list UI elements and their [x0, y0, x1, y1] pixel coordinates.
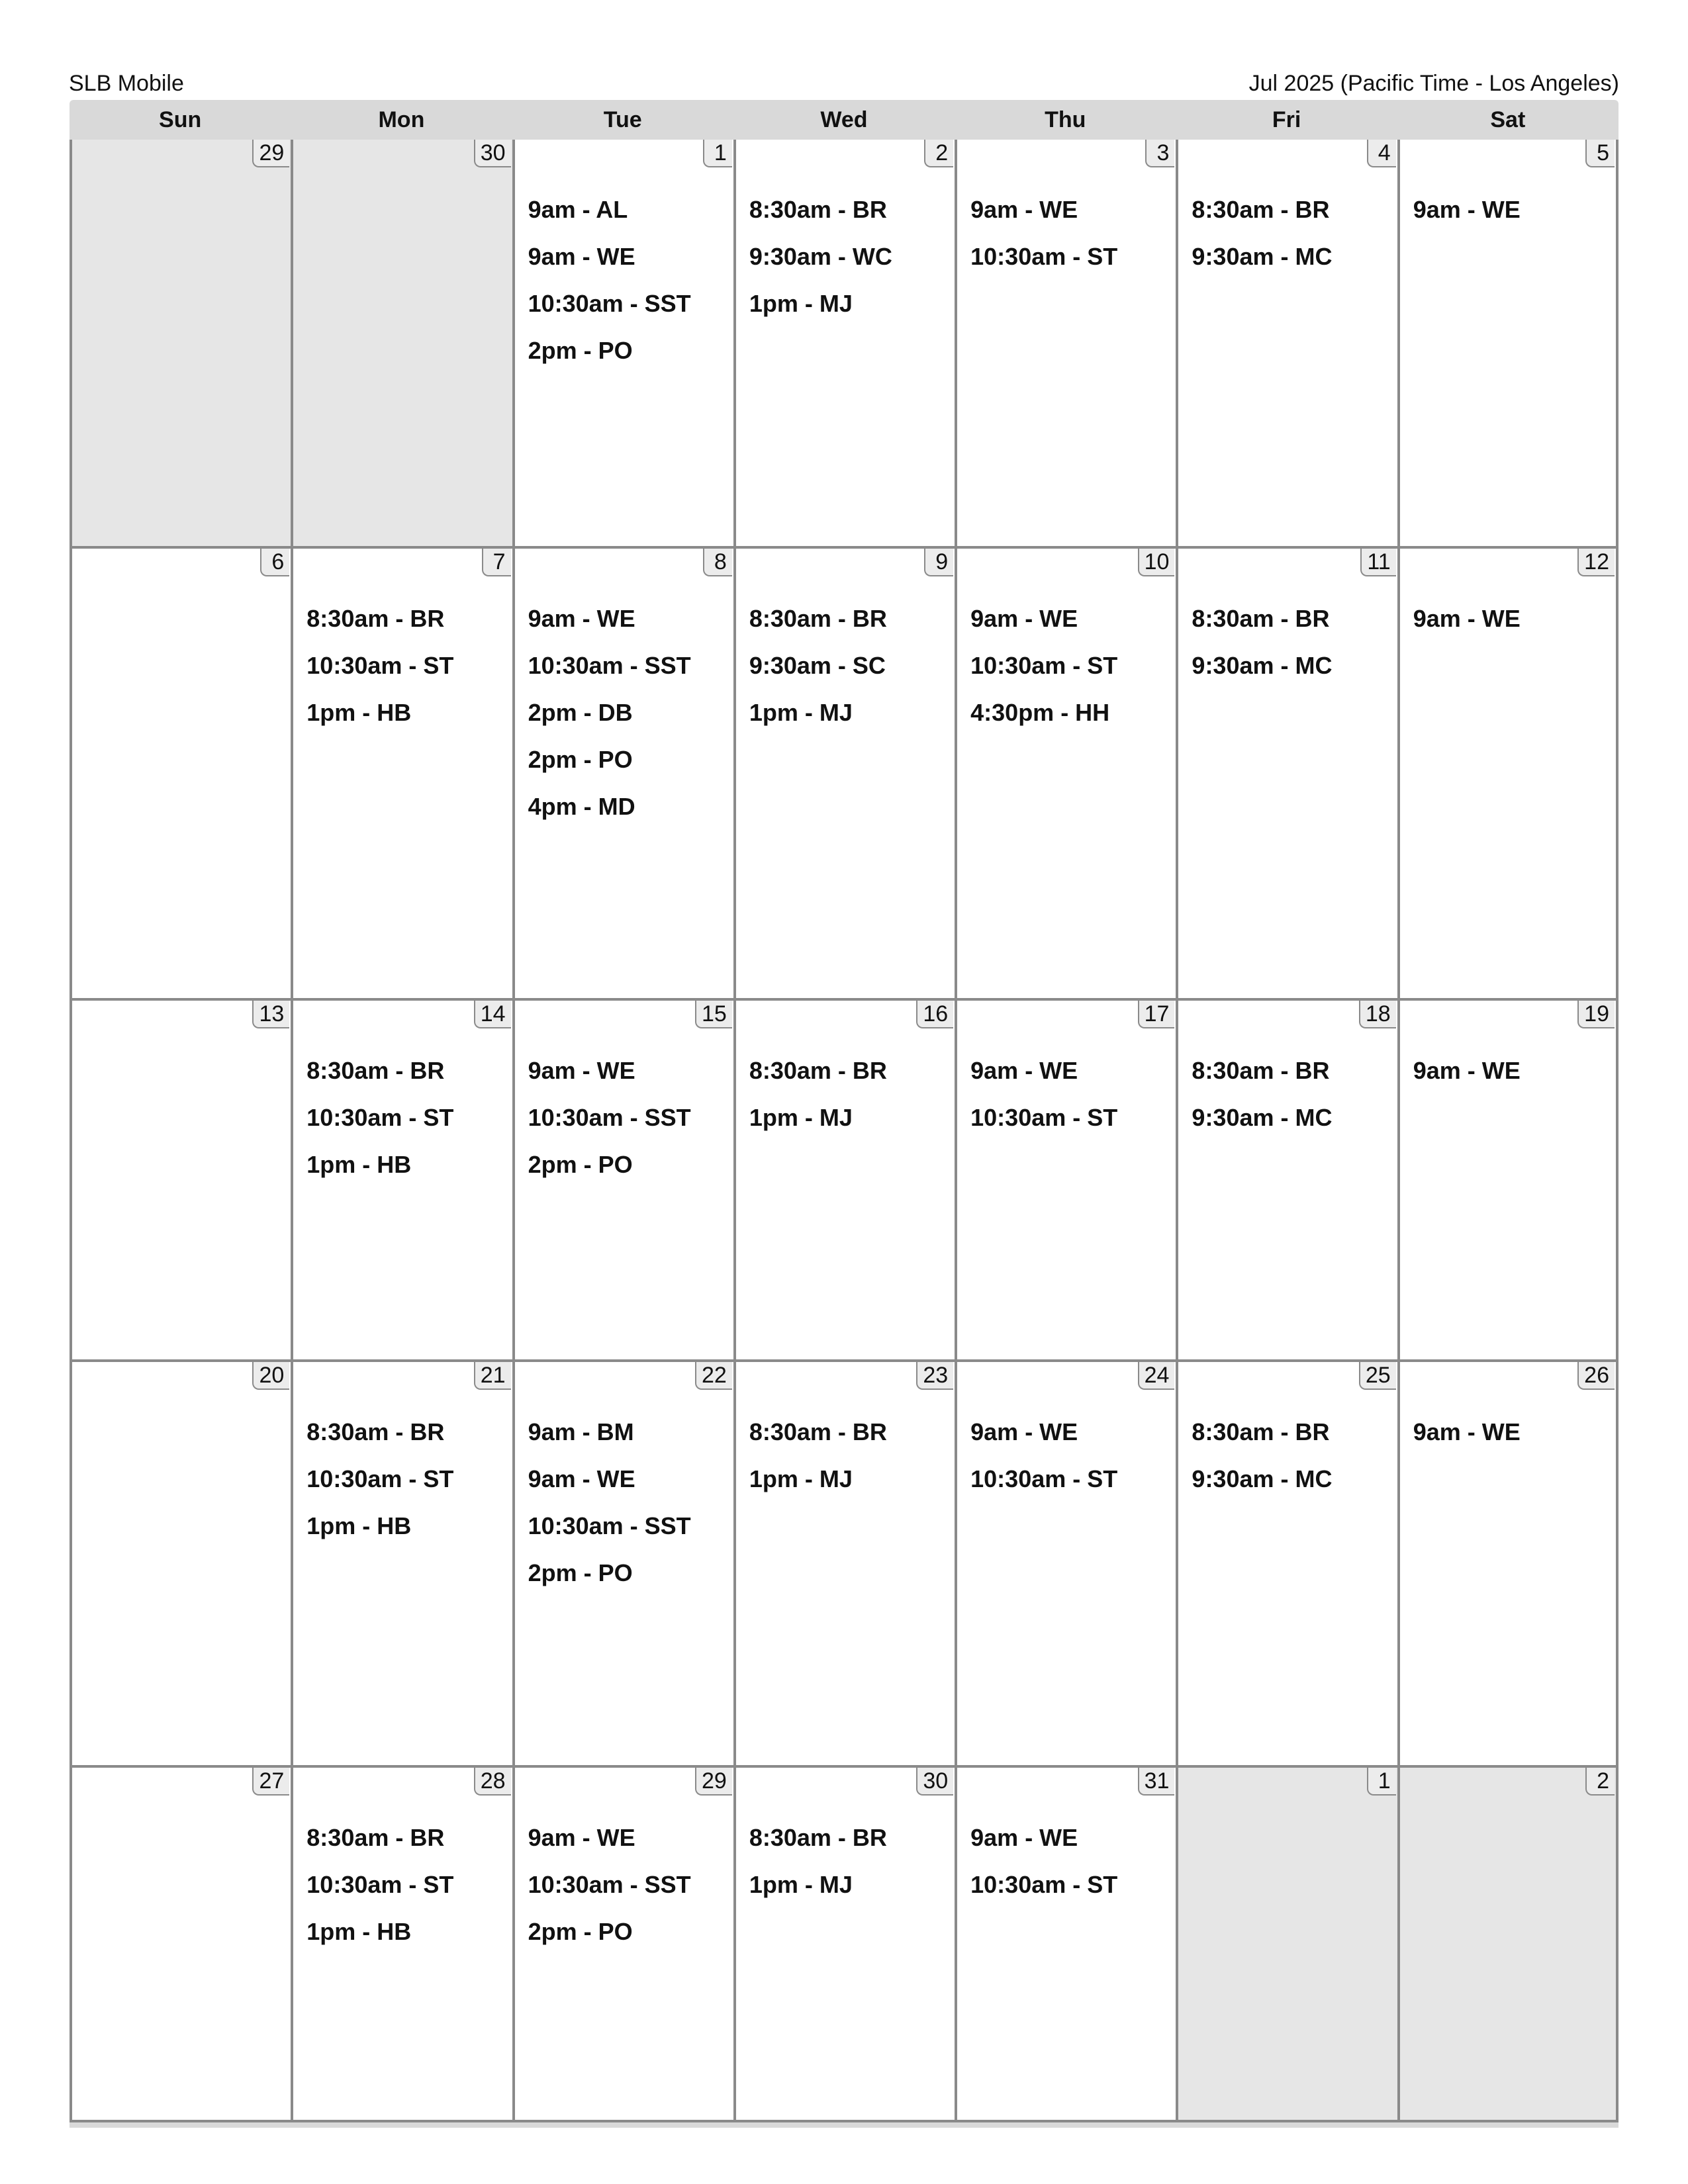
event-list	[970, 186, 1170, 280]
event-list	[970, 1814, 1170, 1908]
calendar-event[interactable]: 2pm - PO	[528, 746, 633, 773]
day-cell[interactable]	[512, 140, 733, 546]
day-cell[interactable]	[291, 1362, 512, 1765]
day-number: 17	[1138, 1001, 1175, 1028]
day-cell[interactable]	[70, 140, 291, 546]
day-cell[interactable]	[1176, 140, 1397, 546]
calendar-event[interactable]: 8:30am - BR	[749, 1418, 887, 1445]
calendar-event[interactable]: 8:30am - BR	[306, 605, 445, 632]
weekday-sat: Sat	[1490, 107, 1526, 132]
day-number: 29	[252, 140, 289, 167]
event-list	[528, 1814, 728, 1955]
calendar-event[interactable]: 9am - WE	[528, 1057, 635, 1084]
calendar-event[interactable]: 9am - WE	[970, 1824, 1078, 1851]
event-list	[1192, 1408, 1391, 1502]
event-list	[1192, 186, 1391, 280]
calendar-event[interactable]: 1pm - HB	[306, 1918, 412, 1945]
day-cell[interactable]	[1397, 549, 1618, 998]
week-row	[70, 549, 1618, 1001]
event-list	[306, 595, 506, 736]
event-list	[1413, 186, 1611, 233]
calendar-event[interactable]: 10:30am - ST	[970, 652, 1118, 679]
day-number: 25	[1359, 1362, 1396, 1390]
weekday-sun: Sun	[159, 107, 202, 132]
day-cell[interactable]	[291, 1001, 512, 1359]
day-cell[interactable]	[1176, 1768, 1397, 2120]
calendar-event[interactable]: 8:30am - BR	[1192, 605, 1330, 632]
calendar-event[interactable]: 10:30am - SST	[528, 1871, 691, 1898]
calendar-event[interactable]: 8:30am - BR	[749, 196, 887, 223]
calendar-event[interactable]: 8:30am - BR	[1192, 1057, 1330, 1084]
event-list	[1192, 1047, 1391, 1141]
day-cell[interactable]	[955, 549, 1176, 998]
calendar-event[interactable]: 2pm - PO	[528, 1559, 633, 1586]
calendar-event[interactable]: 8:30am - BR	[306, 1418, 445, 1445]
calendar-event[interactable]: 1pm - MJ	[749, 290, 853, 317]
day-number: 20	[252, 1362, 289, 1390]
calendar-event[interactable]: 9am - BM	[528, 1418, 634, 1445]
day-number: 24	[1138, 1362, 1175, 1390]
event-list	[1413, 595, 1611, 642]
calendar-event[interactable]: 10:30am - ST	[970, 243, 1118, 270]
calendar-footer-bar	[70, 2122, 1618, 2128]
calendar-event[interactable]: 9am - WE	[970, 605, 1078, 632]
app-title: SLB Mobile	[69, 71, 184, 96]
day-number: 2	[1585, 1768, 1615, 1796]
event-list	[749, 1047, 949, 1141]
calendar-event[interactable]: 1pm - MJ	[749, 1871, 853, 1898]
day-number: 22	[695, 1362, 732, 1390]
event-list	[306, 1047, 506, 1188]
event-list	[1413, 1047, 1611, 1094]
calendar-period: Jul 2025 (Pacific Time - Los Angeles)	[1248, 71, 1619, 96]
event-list	[970, 1408, 1170, 1502]
day-cell[interactable]	[512, 549, 733, 998]
day-cell[interactable]	[733, 1001, 955, 1359]
day-cell[interactable]	[1397, 1768, 1618, 2120]
calendar-event[interactable]: 8:30am - BR	[1192, 1418, 1330, 1445]
weekday-tue: Tue	[603, 107, 642, 132]
calendar-event[interactable]: 1pm - MJ	[749, 1104, 853, 1131]
event-list	[749, 1814, 949, 1908]
calendar-event[interactable]: 10:30am - ST	[306, 652, 454, 679]
calendar-event[interactable]: 10:30am - ST	[306, 1104, 454, 1131]
calendar-event[interactable]: 9:30am - MC	[1192, 1465, 1333, 1492]
event-list	[306, 1408, 506, 1549]
day-cell[interactable]	[955, 1001, 1176, 1359]
calendar-event[interactable]: 2pm - PO	[528, 337, 633, 364]
day-number: 6	[260, 549, 289, 576]
day-number: 8	[703, 549, 732, 576]
day-cell[interactable]	[512, 1362, 733, 1765]
day-number: 5	[1585, 140, 1615, 167]
event-list	[528, 1408, 728, 1596]
day-cell[interactable]	[291, 1768, 512, 2120]
calendar-event[interactable]: 10:30am - ST	[970, 1871, 1118, 1898]
weekday-header	[70, 100, 1618, 140]
day-cell[interactable]	[955, 140, 1176, 546]
calendar-event[interactable]: 2pm - PO	[528, 1918, 633, 1945]
calendar-event[interactable]: 9am - WE	[528, 605, 635, 632]
day-number: 31	[1138, 1768, 1175, 1796]
calendar-event[interactable]: 9:30am - MC	[1192, 652, 1333, 679]
day-cell[interactable]	[1397, 1362, 1618, 1765]
day-number: 11	[1360, 549, 1395, 576]
calendar-event[interactable]: 8:30am - BR	[749, 1824, 887, 1851]
day-number: 29	[695, 1768, 732, 1796]
event-list	[528, 186, 728, 374]
calendar-event[interactable]: 4pm - MD	[528, 793, 635, 820]
day-number: 14	[474, 1001, 511, 1028]
day-cell[interactable]	[512, 1001, 733, 1359]
calendar-event[interactable]: 9:30am - WC	[749, 243, 892, 270]
calendar-event[interactable]: 9am - WE	[1413, 1057, 1521, 1084]
day-number: 7	[482, 549, 511, 576]
calendar-event[interactable]: 1pm - HB	[306, 1151, 412, 1178]
calendar-event[interactable]: 9am - WE	[1413, 605, 1521, 632]
event-list	[306, 1814, 506, 1955]
calendar-event[interactable]: 9am - WE	[970, 196, 1078, 223]
calendar-event[interactable]: 10:30am - ST	[306, 1465, 454, 1492]
day-number: 12	[1577, 549, 1615, 576]
calendar-event[interactable]: 9am - WE	[528, 1465, 635, 1492]
day-cell[interactable]	[733, 140, 955, 546]
calendar-event[interactable]: 8:30am - BR	[749, 1057, 887, 1084]
calendar-event[interactable]: 9am - WE	[970, 1418, 1078, 1445]
event-list	[528, 1047, 728, 1188]
calendar-event[interactable]: 8:30am - BR	[749, 605, 887, 632]
event-list	[970, 1047, 1170, 1141]
calendar-event[interactable]: 1pm - MJ	[749, 1465, 853, 1492]
day-number: 28	[474, 1768, 511, 1796]
day-number: 19	[1577, 1001, 1615, 1028]
calendar-event[interactable]: 10:30am - ST	[970, 1465, 1118, 1492]
calendar-event[interactable]: 9am - WE	[528, 243, 635, 270]
weekday-fri: Fri	[1272, 107, 1301, 132]
day-cell[interactable]	[70, 1768, 291, 2120]
day-cell[interactable]	[70, 549, 291, 998]
day-number: 30	[916, 1768, 953, 1796]
event-list	[1192, 595, 1391, 689]
day-cell[interactable]	[1397, 1001, 1618, 1359]
day-number: 9	[924, 549, 953, 576]
day-number: 4	[1367, 140, 1396, 167]
calendar-event[interactable]: 9:30am - SC	[749, 652, 886, 679]
calendar-event[interactable]: 9am - AL	[528, 196, 628, 223]
day-number: 3	[1145, 140, 1174, 167]
day-cell[interactable]	[955, 1768, 1176, 2120]
calendar-event[interactable]: 10:30am - SST	[528, 290, 691, 317]
calendar-event[interactable]: 9:30am - MC	[1192, 1104, 1333, 1131]
day-number: 15	[695, 1001, 732, 1028]
day-number: 27	[252, 1768, 289, 1796]
calendar-event[interactable]: 8:30am - BR	[306, 1824, 445, 1851]
week-row	[70, 1362, 1618, 1768]
calendar-event[interactable]: 9:30am - MC	[1192, 243, 1333, 270]
event-list	[970, 595, 1170, 736]
calendar-event[interactable]: 10:30am - ST	[970, 1104, 1118, 1131]
day-number: 2	[924, 140, 953, 167]
calendar-event[interactable]: 4:30pm - HH	[970, 699, 1110, 726]
calendar-event[interactable]: 2pm - DB	[528, 699, 633, 726]
day-cell[interactable]	[512, 1768, 733, 2120]
calendar-event[interactable]: 1pm - HB	[306, 1512, 412, 1539]
day-number: 26	[1577, 1362, 1615, 1390]
month-calendar	[70, 100, 1618, 2128]
calendar-event[interactable]: 2pm - PO	[528, 1151, 633, 1178]
calendar-event[interactable]: 9am - WE	[1413, 196, 1521, 223]
day-cell[interactable]	[733, 1768, 955, 2120]
weekday-thu: Thu	[1045, 107, 1086, 132]
day-cell[interactable]	[70, 1362, 291, 1765]
day-cell[interactable]	[291, 549, 512, 998]
day-cell[interactable]	[1176, 549, 1397, 998]
day-cell[interactable]	[1397, 140, 1618, 546]
calendar-event[interactable]: 1pm - MJ	[749, 699, 853, 726]
event-list	[1413, 1408, 1611, 1455]
day-number: 1	[1367, 1768, 1396, 1796]
weekday-mon: Mon	[378, 107, 425, 132]
day-number: 10	[1138, 549, 1175, 576]
event-list	[528, 595, 728, 830]
calendar-event[interactable]: 9am - WE	[1413, 1418, 1521, 1445]
event-list	[749, 595, 949, 736]
day-cell[interactable]	[291, 140, 512, 546]
day-number: 18	[1359, 1001, 1396, 1028]
week-row	[70, 1001, 1618, 1362]
day-cell[interactable]	[70, 1001, 291, 1359]
calendar-event[interactable]: 10:30am - ST	[306, 1871, 454, 1898]
event-list	[749, 1408, 949, 1502]
day-cell[interactable]	[733, 1362, 955, 1765]
calendar-event[interactable]: 8:30am - BR	[1192, 196, 1330, 223]
calendar-event[interactable]: 9am - WE	[970, 1057, 1078, 1084]
calendar-event[interactable]: 8:30am - BR	[306, 1057, 445, 1084]
day-number: 23	[916, 1362, 953, 1390]
day-number: 13	[252, 1001, 289, 1028]
day-number: 1	[703, 140, 732, 167]
day-cell[interactable]	[1176, 1001, 1397, 1359]
calendar-event[interactable]: 10:30am - SST	[528, 1512, 691, 1539]
weekday-wed: Wed	[820, 107, 868, 132]
day-number: 21	[474, 1362, 511, 1390]
calendar-event[interactable]: 10:30am - SST	[528, 1104, 691, 1131]
day-number: 30	[474, 140, 511, 167]
day-cell[interactable]	[733, 549, 955, 998]
weeks-container	[70, 140, 1618, 2122]
week-row	[70, 140, 1618, 549]
calendar-event[interactable]: 9am - WE	[528, 1824, 635, 1851]
day-cell[interactable]	[955, 1362, 1176, 1765]
day-number: 16	[916, 1001, 953, 1028]
event-list	[749, 186, 949, 327]
day-cell[interactable]	[1176, 1362, 1397, 1765]
week-row	[70, 1768, 1618, 2122]
calendar-event[interactable]: 10:30am - SST	[528, 652, 691, 679]
calendar-event[interactable]: 1pm - HB	[306, 699, 412, 726]
